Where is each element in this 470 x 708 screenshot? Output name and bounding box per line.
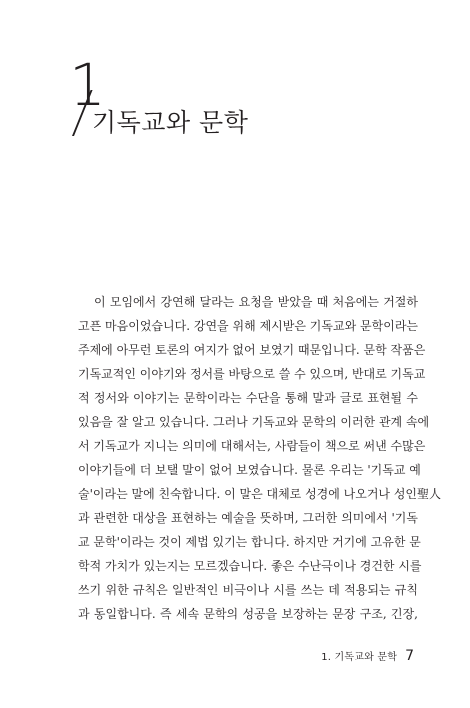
body-line: 이 모임에서 강연해 달라는 요청을 받았을 때 처음에는 거절하 (94, 295, 418, 309)
body-line: 교 문학'이라는 것이 제법 있기는 합니다. 하지만 거기에 고유한 문 (78, 535, 421, 549)
body-line: 학적 가치가 있는지는 모르겠습니다. 좋은 수난극이나 경건한 시를 (78, 559, 422, 573)
body-line: 이야기들에 더 보탤 말이 없어 보였습니다. 물론 우리는 '기독교 예 (78, 463, 421, 477)
page-number: 7 (405, 648, 414, 664)
body-line: 술'이라는 말에 친숙합니다. 이 말은 대체로 성경에 나오거나 성인聖人 (78, 487, 442, 501)
body-line: 적 정서와 이야기는 문학이라는 수단을 통해 말과 글로 표현될 수 (78, 391, 418, 405)
body-line: 기독교적인 이야기와 정서를 바탕으로 쓸 수 있으며, 반대로 기독교 (78, 367, 426, 381)
body-line: 과 관련한 대상을 표현하는 예술을 뜻하며, 그러한 의미에서 '기독 (78, 511, 418, 525)
body-line: 쓰기 위한 규칙은 일반적인 비극이나 시를 쓰는 데 적용되는 규칙 (78, 583, 418, 597)
running-head: 1. 기독교와 문학 (321, 652, 398, 663)
body-line: 고픈 마음이었습니다. 강연을 위해 제시받은 기독교와 문학이라는 (78, 319, 419, 333)
body-line: 주제에 아무런 토론의 여지가 없어 보였기 때문입니다. 문학 작품은 (78, 343, 426, 357)
page-footer (321, 648, 414, 664)
body-paragraph (78, 290, 442, 626)
body-line: 과 동일합니다. 즉 세속 문학의 성공을 보장하는 문장 구조, 긴장, (78, 607, 418, 621)
chapter-number: 1 (69, 51, 104, 119)
body-line: 서 기독교가 지니는 의미에 대해서는, 사람들이 책으로 써낸 수많은 (78, 439, 426, 453)
chapter-title: 기독교와 문학 (92, 108, 249, 137)
body-line: 있음을 잘 알고 있습니다. 그러나 기독교와 문학의 이러한 관계 속에 (78, 415, 430, 429)
